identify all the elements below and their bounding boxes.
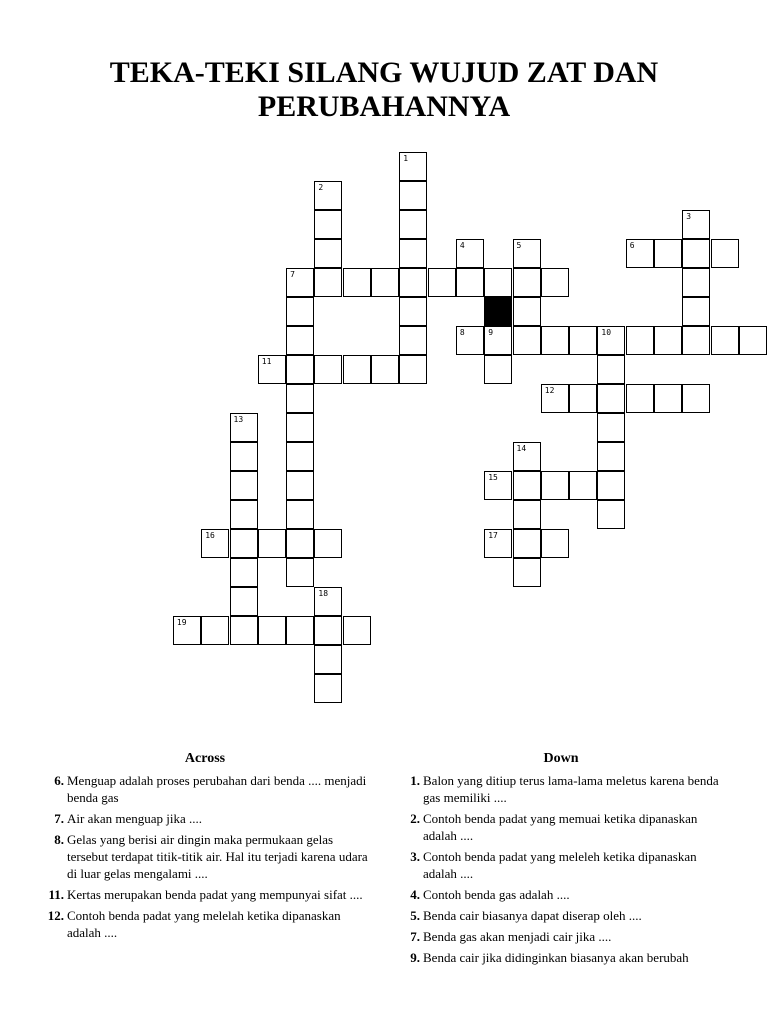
grid-cell[interactable] bbox=[711, 239, 739, 268]
blocked-cell bbox=[484, 297, 512, 326]
down-clue bbox=[396, 772, 726, 806]
grid-cell[interactable] bbox=[258, 355, 286, 384]
clue-number: 4. bbox=[410, 887, 420, 902]
clue-text: Gelas yang berisi air dingin maka permukaan gelas tersebut terdapat titik-titik air. Hal itu terjadi karena udara di luar gelas mengalami .... bbox=[67, 832, 368, 881]
grid-cell[interactable] bbox=[626, 384, 654, 413]
clue-number-label: 5 bbox=[516, 241, 522, 250]
grid-cell[interactable] bbox=[399, 152, 427, 181]
grid-cell[interactable] bbox=[286, 529, 314, 558]
clue-number: 1. bbox=[410, 773, 420, 788]
clue-number-label: 10 bbox=[601, 328, 612, 337]
grid-cell[interactable] bbox=[597, 471, 625, 500]
clue-text: Balon yang ditiup terus lama-lama meletus karena benda gas memiliki .... bbox=[423, 773, 719, 805]
clue-number-label: 16 bbox=[205, 531, 215, 540]
grid-cell[interactable] bbox=[314, 181, 342, 210]
grid-cell[interactable] bbox=[513, 442, 541, 471]
grid-cell[interactable] bbox=[682, 268, 710, 297]
down-clue bbox=[396, 810, 726, 844]
grid-cell[interactable] bbox=[314, 674, 342, 703]
grid-cell[interactable] bbox=[626, 326, 654, 355]
grid-cell[interactable] bbox=[597, 355, 625, 384]
grid-cell[interactable] bbox=[314, 529, 342, 558]
across-clue bbox=[40, 772, 370, 806]
grid-cell[interactable] bbox=[230, 471, 258, 500]
grid-cell[interactable] bbox=[513, 500, 541, 529]
grid-cell[interactable] bbox=[597, 384, 625, 413]
clue-text: Benda gas akan menjadi cair jika .... bbox=[423, 929, 612, 944]
grid-cell[interactable] bbox=[597, 442, 625, 471]
grid-cell[interactable] bbox=[230, 616, 258, 645]
grid-cell[interactable] bbox=[541, 326, 569, 355]
grid-cell[interactable] bbox=[711, 326, 739, 355]
grid-cell[interactable] bbox=[682, 297, 710, 326]
clue-text: Contoh benda gas adalah .... bbox=[423, 887, 570, 902]
grid-cell[interactable] bbox=[314, 210, 342, 239]
grid-cell[interactable] bbox=[201, 529, 229, 558]
grid-cell[interactable] bbox=[513, 297, 541, 326]
grid-cell[interactable] bbox=[314, 355, 342, 384]
grid-cell[interactable] bbox=[569, 326, 597, 355]
grid-cell[interactable] bbox=[230, 558, 258, 587]
grid-cell[interactable] bbox=[314, 645, 342, 674]
grid-cell[interactable] bbox=[456, 268, 484, 297]
grid-cell[interactable] bbox=[258, 529, 286, 558]
clue-number-label: 1 bbox=[403, 154, 409, 163]
grid-cell[interactable] bbox=[513, 529, 541, 558]
grid-cell[interactable] bbox=[513, 326, 541, 355]
clue-number-label: 11 bbox=[261, 357, 272, 366]
down-clue bbox=[396, 949, 726, 966]
grid-cell[interactable] bbox=[597, 326, 625, 355]
clue-text: Contoh benda padat yang meleleh ketika dipanaskan adalah .... bbox=[423, 849, 697, 881]
down-clue bbox=[396, 848, 726, 882]
grid-cell[interactable] bbox=[513, 268, 541, 297]
grid-cell[interactable] bbox=[399, 239, 427, 268]
clue-number-label: 7 bbox=[290, 270, 295, 279]
grid-cell[interactable] bbox=[230, 529, 258, 558]
clue-number-label: 13 bbox=[233, 415, 244, 424]
grid-cell[interactable] bbox=[654, 326, 682, 355]
grid-cell[interactable] bbox=[286, 326, 314, 355]
clue-number: 3. bbox=[410, 849, 420, 864]
grid-cell[interactable] bbox=[286, 616, 314, 645]
clue-number-label: 6 bbox=[629, 241, 635, 250]
clue-text: Benda cair biasanya dapat diserap oleh .... bbox=[423, 908, 642, 923]
clue-number-label: 18 bbox=[318, 589, 329, 598]
grid-cell[interactable] bbox=[513, 239, 541, 268]
grid-cell[interactable] bbox=[286, 297, 314, 326]
across-clue bbox=[40, 810, 370, 827]
grid-cell[interactable] bbox=[513, 558, 541, 587]
grid-cell[interactable] bbox=[399, 355, 427, 384]
clue-number: 11. bbox=[48, 887, 64, 902]
clue-number-label: 19 bbox=[176, 618, 187, 627]
grid-cell[interactable] bbox=[286, 355, 314, 384]
grid-cell[interactable] bbox=[230, 500, 258, 529]
grid-cell[interactable] bbox=[399, 268, 427, 297]
grid-cell[interactable] bbox=[371, 268, 399, 297]
grid-cell[interactable] bbox=[682, 239, 710, 268]
clue-text: Menguap adalah proses perubahan dari benda .... menjadi benda gas bbox=[67, 773, 367, 805]
grid-cell[interactable] bbox=[541, 529, 569, 558]
clue-number: 2. bbox=[410, 811, 420, 826]
grid-cell[interactable] bbox=[569, 384, 597, 413]
down-clue bbox=[396, 886, 726, 903]
grid-cell[interactable] bbox=[484, 529, 512, 558]
grid-cell[interactable] bbox=[654, 239, 682, 268]
grid-cell[interactable] bbox=[399, 181, 427, 210]
grid-cell[interactable] bbox=[541, 268, 569, 297]
clue-text: Kertas merupakan benda padat yang mempunyai sifat .... bbox=[67, 887, 363, 902]
grid-cell[interactable] bbox=[513, 471, 541, 500]
grid-cell[interactable] bbox=[343, 355, 371, 384]
grid-cell[interactable] bbox=[399, 210, 427, 239]
grid-cell[interactable] bbox=[484, 355, 512, 384]
grid-cell[interactable] bbox=[541, 471, 569, 500]
grid-cell[interactable] bbox=[343, 268, 371, 297]
grid-cell[interactable] bbox=[541, 384, 569, 413]
across-clue bbox=[40, 886, 370, 903]
clue-number: 8. bbox=[54, 832, 64, 847]
grid-cell[interactable] bbox=[456, 239, 484, 268]
clue-text: Air akan menguap jika .... bbox=[67, 811, 203, 826]
grid-cell[interactable] bbox=[484, 471, 512, 500]
clue-number: 12. bbox=[47, 908, 64, 923]
grid-cell[interactable] bbox=[286, 471, 314, 500]
grid-cell[interactable] bbox=[201, 616, 229, 645]
clue-number: 5. bbox=[410, 908, 420, 923]
grid-cell[interactable] bbox=[286, 500, 314, 529]
grid-cell[interactable] bbox=[314, 239, 342, 268]
down-clues bbox=[396, 750, 726, 970]
grid-cell[interactable] bbox=[343, 616, 371, 645]
grid-cell[interactable] bbox=[230, 442, 258, 471]
grid-cell[interactable] bbox=[456, 326, 484, 355]
clue-number-label: 15 bbox=[488, 473, 498, 482]
grid-cell[interactable] bbox=[314, 268, 342, 297]
puzzle-title: TEKA-TEKI SILANG WUJUD ZAT DAN PERUBAHANNYA bbox=[109, 56, 659, 123]
grid-cell[interactable] bbox=[286, 268, 314, 297]
down-clue bbox=[396, 907, 726, 924]
grid-cell[interactable] bbox=[399, 297, 427, 326]
grid-cell[interactable] bbox=[428, 268, 456, 297]
grid-cell[interactable] bbox=[286, 442, 314, 471]
grid-cell[interactable] bbox=[230, 413, 258, 442]
across-clue bbox=[40, 907, 370, 941]
clue-number: 7. bbox=[410, 929, 420, 944]
grid-cell[interactable] bbox=[286, 558, 314, 587]
clue-number-label: 14 bbox=[516, 444, 527, 453]
grid-cell[interactable] bbox=[654, 384, 682, 413]
grid-cell[interactable] bbox=[286, 384, 314, 413]
across-heading: Across bbox=[184, 751, 226, 766]
grid-cell[interactable] bbox=[682, 326, 710, 355]
grid-cell[interactable] bbox=[371, 355, 399, 384]
clue-number: 9. bbox=[410, 950, 420, 965]
clue-text: Contoh benda padat yang memuai ketika dipanaskan adalah .... bbox=[423, 811, 698, 843]
clue-number-label: 9 bbox=[488, 328, 494, 337]
clue-number-label: 12 bbox=[544, 386, 555, 395]
grid-cell[interactable] bbox=[314, 587, 342, 616]
clue-number-label: 8 bbox=[459, 328, 465, 337]
down-clue bbox=[396, 928, 726, 945]
clue-number-label: 2 bbox=[318, 183, 324, 192]
grid-cell[interactable] bbox=[682, 384, 710, 413]
grid-cell[interactable] bbox=[484, 326, 512, 355]
clue-number: 6. bbox=[54, 773, 64, 788]
grid-cell[interactable] bbox=[314, 616, 342, 645]
grid-cell[interactable] bbox=[739, 326, 767, 355]
grid-cell[interactable] bbox=[173, 616, 201, 645]
grid-cell[interactable] bbox=[597, 500, 625, 529]
grid-cell[interactable] bbox=[286, 413, 314, 442]
grid-cell[interactable] bbox=[399, 326, 427, 355]
clue-number-label: 17 bbox=[488, 531, 498, 540]
grid-cell[interactable] bbox=[626, 239, 654, 268]
clue-number-label: 3 bbox=[686, 212, 692, 221]
grid-cell[interactable] bbox=[484, 268, 512, 297]
clue-number-label: 4 bbox=[459, 241, 465, 250]
grid-cell[interactable] bbox=[258, 616, 286, 645]
grid-cell[interactable] bbox=[569, 471, 597, 500]
grid-cell[interactable] bbox=[230, 587, 258, 616]
down-heading: Down bbox=[543, 751, 579, 766]
clue-number: 7. bbox=[54, 811, 64, 826]
across-clues bbox=[40, 750, 370, 945]
grid-cell[interactable] bbox=[682, 210, 710, 239]
grid-cell[interactable] bbox=[597, 413, 625, 442]
clue-text: Benda cair jika didinginkan biasanya akan berubah bbox=[423, 950, 689, 965]
across-clue bbox=[40, 831, 370, 882]
clue-text: Contoh benda padat yang melelah ketika dipanaskan adalah .... bbox=[67, 908, 341, 940]
